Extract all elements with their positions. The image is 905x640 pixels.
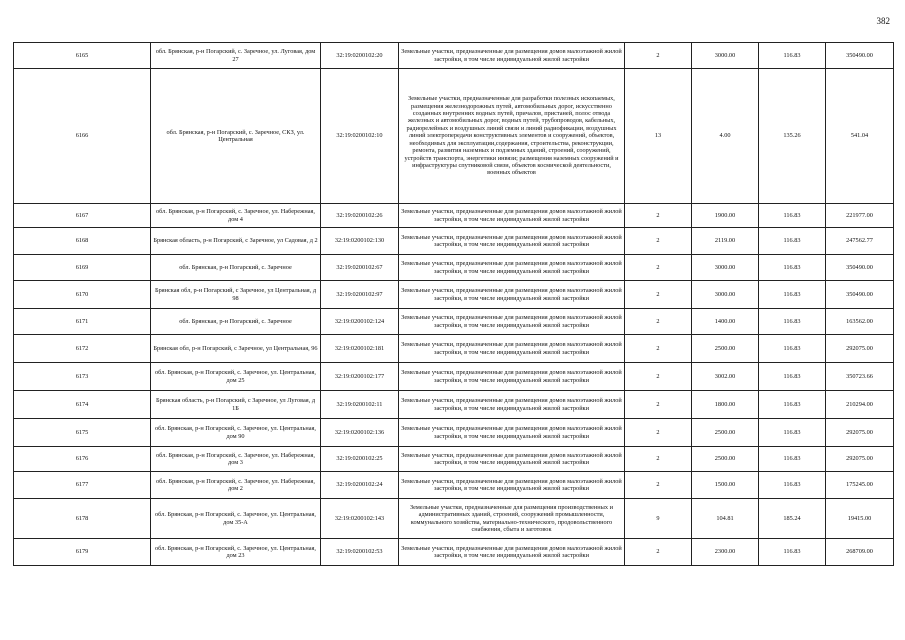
row-address: обл. Брянская, р-н Погарский, с. Заречное, ул. Набережная, дом 3 [151,447,321,472]
row-address: обл. Брянская, р-н Погарский, с. Заречное, ул. Набережная, дом 2 [151,472,321,499]
row-group: 2 [625,255,692,281]
table-row [14,499,894,539]
table-row [14,539,894,566]
row-land-purpose: Земельные участки, предназначенные для размещения домов малоэтажной жилой застройки, в том числе индивидуальной жилой застройки [399,419,625,447]
table-row [14,228,894,255]
row-land-purpose: Земельные участки, предназначенные для разработки полезных ископаемых, размещения железнодорожных путей, автомобильных дорог, искусственно созданных внутренних водных путей, причалов, пристаней, полос отвода железных и автомобильных дорог, водных путей, трубопроводов, кабельных, радиорелейных и воздушных линий связи и линий радиофикации, воздушных линий электропередачи конструктивных элементов и сооружений, объектов, необходимых для эксплуатации,содержания, строительства, реконструкции, ремонта, развития наземных и подземных зданий, строений, сооружений, устройств транспорта, энергетики инвязи; размещения наземных сооружений и инфраструктуры спутниковой связи, объектов космической деятельности, военных объектов [399,69,625,204]
row-area: 1500.00 [692,472,759,499]
row-group: 2 [625,539,692,566]
row-group: 2 [625,447,692,472]
row-land-purpose: Земельные участки, предназначенные для размещения домов малоэтажной жилой застройки, в том числе индивидуальной жилой застройки [399,363,625,391]
row-group: 2 [625,309,692,335]
page-number: 382 [876,16,890,26]
row-address: обл. Брянская, р-н Погарский, с. Заречное, ул. Центральная, дом 90 [151,419,321,447]
row-specific-value: 116.83 [759,363,826,391]
table-row [14,309,894,335]
row-group: 2 [625,281,692,309]
row-address: обл. Брянская, р-н Погарский, с. Заречное [151,309,321,335]
row-land-purpose: Земельные участки, предназначенные для размещения домов малоэтажной жилой застройки, в том числе индивидуальной жилой застройки [399,472,625,499]
row-number: 6176 [14,447,151,472]
row-group: 13 [625,69,692,204]
row-area: 3000.00 [692,43,759,69]
cadastral-value-table [13,42,894,566]
row-address: Брянская область, р-н Погарский, с Заречное, ул Луговая, д 1Б [151,391,321,419]
table-row [14,391,894,419]
row-cadastral-number: 32:19:0200102:136 [321,419,399,447]
row-land-purpose: Земельные участки, предназначенные для размещения домов малоэтажной жилой застройки, в том числе индивидуальной жилой застройки [399,43,625,69]
row-area: 3000.00 [692,255,759,281]
row-cadastral-number: 32:19:0200102:11 [321,391,399,419]
row-cadastral-value: 350490.00 [826,43,894,69]
row-number: 6165 [14,43,151,69]
row-land-purpose: Земельные участки, предназначенные для размещения домов малоэтажной жилой застройки, в том числе индивидуальной жилой застройки [399,391,625,419]
table-row [14,255,894,281]
row-specific-value: 116.83 [759,335,826,363]
row-address: Брянская обл, р-н Погарский, с Заречное, ул Центральная, д 98 [151,281,321,309]
row-number: 6170 [14,281,151,309]
row-number: 6168 [14,228,151,255]
row-area: 2119.00 [692,228,759,255]
row-specific-value: 116.83 [759,204,826,228]
row-specific-value: 116.83 [759,281,826,309]
row-address: обл. Брянская, р-н Погарский, с. Заречное, ул. Центральная, дом 23 [151,539,321,566]
row-land-purpose: Земельные участки, предназначенные для размещения домов малоэтажной жилой застройки, в том числе индивидуальной жилой застройки [399,204,625,228]
row-land-purpose: Земельные участки, предназначенные для размещения домов малоэтажной жилой застройки, в том числе индивидуальной жилой застройки [399,335,625,363]
row-area: 1400.00 [692,309,759,335]
table-row [14,335,894,363]
row-number: 6169 [14,255,151,281]
row-number: 6171 [14,309,151,335]
table-row [14,281,894,309]
row-group: 2 [625,204,692,228]
table-row [14,204,894,228]
row-cadastral-number: 32:19:0200102:20 [321,43,399,69]
row-address: обл. Брянская, р-н Погарский, с. Заречное [151,255,321,281]
row-group: 2 [625,472,692,499]
row-cadastral-value: 292075.00 [826,419,894,447]
row-number: 6173 [14,363,151,391]
table-row [14,69,894,204]
row-specific-value: 135.26 [759,69,826,204]
table-row [14,363,894,391]
row-specific-value: 116.83 [759,472,826,499]
row-specific-value: 116.83 [759,309,826,335]
row-group: 2 [625,335,692,363]
row-number: 6175 [14,419,151,447]
row-land-purpose: Земельные участки, предназначенные для размещения домов малоэтажной жилой застройки, в том числе индивидуальной жилой застройки [399,539,625,566]
row-cadastral-value: 292075.00 [826,335,894,363]
row-cadastral-number: 32:19:0200102:130 [321,228,399,255]
table-body [14,43,894,566]
row-cadastral-value: 19415.00 [826,499,894,539]
row-area: 104.81 [692,499,759,539]
row-land-purpose: Земельные участки, предназначенные для размещения домов малоэтажной жилой застройки, в том числе индивидуальной жилой застройки [399,309,625,335]
row-specific-value: 116.83 [759,539,826,566]
row-address: Брянская область, р-н Погарский, с Заречное, ул Садовая, д 2 [151,228,321,255]
row-land-purpose: Земельные участки, предназначенные для размещения домов малоэтажной жилой застройки, в том числе индивидуальной жилой застройки [399,228,625,255]
row-cadastral-value: 268709.00 [826,539,894,566]
row-address: Брянская обл, р-н Погарский, с Заречное, ул Центральная, 96 [151,335,321,363]
row-cadastral-value: 163562.00 [826,309,894,335]
row-cadastral-value: 350723.66 [826,363,894,391]
row-cadastral-number: 32:19:0200102:10 [321,69,399,204]
row-cadastral-number: 32:19:0200102:26 [321,204,399,228]
row-specific-value: 116.83 [759,419,826,447]
row-area: 2500.00 [692,447,759,472]
row-cadastral-value: 210294.00 [826,391,894,419]
row-cadastral-value: 350490.00 [826,255,894,281]
row-number: 6174 [14,391,151,419]
table-row [14,419,894,447]
row-address: обл. Брянская, р-н Погарский, с. Заречное, ул. Набережная, дом 4 [151,204,321,228]
table-row [14,447,894,472]
row-number: 6167 [14,204,151,228]
row-cadastral-value: 221977.00 [826,204,894,228]
row-group: 9 [625,499,692,539]
row-cadastral-number: 32:19:0200102:177 [321,363,399,391]
table-row [14,43,894,69]
row-cadastral-number: 32:19:0200102:124 [321,309,399,335]
row-area: 2500.00 [692,335,759,363]
row-land-purpose: Земельные участки, предназначенные для размещения домов малоэтажной жилой застройки, в том числе индивидуальной жилой застройки [399,281,625,309]
row-cadastral-number: 32:19:0200102:181 [321,335,399,363]
row-cadastral-value: 175245.00 [826,472,894,499]
row-cadastral-number: 32:19:0200102:53 [321,539,399,566]
row-specific-value: 185.24 [759,499,826,539]
row-area: 3002.00 [692,363,759,391]
row-cadastral-value: 350490.00 [826,281,894,309]
row-land-purpose: Земельные участки, предназначенные для размещения производственных и административных зданий, строений, сооружений промышленности, коммунального хозяйства, материально-технического, продовольственного снабжения, сбыта и заготовок [399,499,625,539]
row-specific-value: 116.83 [759,43,826,69]
row-address: обл. Брянская, р-н Погарский, с. Заречное, ул. Центральная, дом 35-А [151,499,321,539]
row-area: 4.00 [692,69,759,204]
row-cadastral-number: 32:19:0200102:25 [321,447,399,472]
row-land-purpose: Земельные участки, предназначенные для размещения домов малоэтажной жилой застройки, в том числе индивидуальной жилой застройки [399,447,625,472]
row-specific-value: 116.83 [759,255,826,281]
row-number: 6179 [14,539,151,566]
row-cadastral-number: 32:19:0200102:24 [321,472,399,499]
row-group: 2 [625,228,692,255]
row-number: 6177 [14,472,151,499]
row-group: 2 [625,363,692,391]
row-number: 6166 [14,69,151,204]
row-group: 2 [625,419,692,447]
row-number: 6172 [14,335,151,363]
row-address: обл. Брянская, р-н Погарский, с. Заречное, СКЗ, ул. Центральная [151,69,321,204]
row-cadastral-value: 247562.77 [826,228,894,255]
row-area: 1800.00 [692,391,759,419]
row-cadastral-number: 32:19:0200102:67 [321,255,399,281]
table-row [14,472,894,499]
row-cadastral-number: 32:19:0200102:97 [321,281,399,309]
row-area: 2500.00 [692,419,759,447]
row-specific-value: 116.83 [759,447,826,472]
row-specific-value: 116.83 [759,228,826,255]
row-address: обл. Брянская, р-н Погарский, с. Заречное, ул. Центральная, дом 25 [151,363,321,391]
row-group: 2 [625,391,692,419]
row-cadastral-number: 32:19:0200102:143 [321,499,399,539]
row-cadastral-value: 292075.00 [826,447,894,472]
row-number: 6178 [14,499,151,539]
row-cadastral-value: 541.04 [826,69,894,204]
row-area: 1900.00 [692,204,759,228]
row-land-purpose: Земельные участки, предназначенные для размещения домов малоэтажной жилой застройки, в том числе индивидуальной жилой застройки [399,255,625,281]
row-area: 2300.00 [692,539,759,566]
row-area: 3000.00 [692,281,759,309]
row-specific-value: 116.83 [759,391,826,419]
row-group: 2 [625,43,692,69]
row-address: обл. Брянская, р-н Погарский, с. Заречное, ул. Луговая, дом 27 [151,43,321,69]
